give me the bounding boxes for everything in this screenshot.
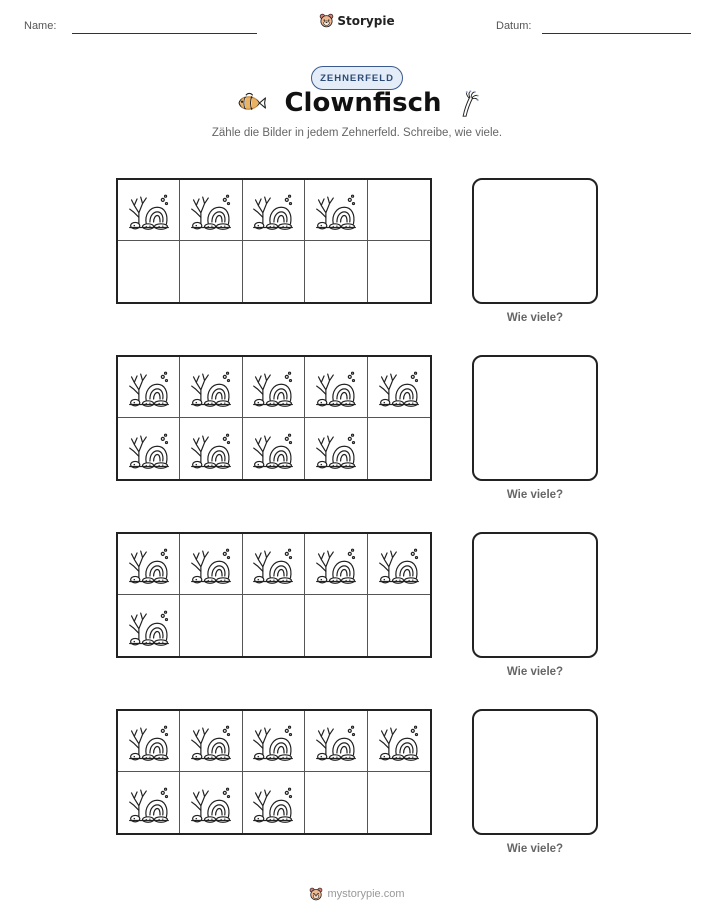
ten-frame-cell — [243, 357, 305, 418]
ten-frame-cell — [243, 418, 305, 479]
coral-icon — [250, 187, 296, 233]
ten-frame-cell — [243, 772, 305, 833]
coral-icon — [126, 780, 172, 826]
ten-frame-cell — [305, 711, 367, 772]
coral-icon — [126, 364, 172, 410]
bear-logo-icon — [319, 13, 334, 28]
ten-frame-cell — [180, 711, 242, 772]
name-label: Name: — [24, 20, 57, 32]
coral-icon — [188, 187, 234, 233]
ten-frame-cell — [368, 241, 430, 302]
answer-label: Wie viele? — [506, 489, 564, 501]
ten-frame-cell — [305, 241, 367, 302]
ten-frame-cell — [180, 418, 242, 479]
ten-frame-cell — [305, 418, 367, 479]
ten-frame-cell — [118, 418, 180, 479]
ten-frame-cell — [243, 180, 305, 241]
coral-icon — [250, 718, 296, 764]
ten-frame-cell — [180, 241, 242, 302]
title-row — [0, 88, 714, 118]
footer-url: mystorypie.com — [327, 888, 405, 900]
date-label: Datum: — [496, 20, 532, 32]
ten-frame-cell — [118, 357, 180, 418]
coral-icon — [188, 364, 234, 410]
ten-frame-cell — [243, 241, 305, 302]
coral-icon — [313, 426, 359, 472]
coral-icon — [250, 426, 296, 472]
ten-frame-cell — [118, 595, 180, 656]
coral-icon — [313, 364, 359, 410]
worksheet-type-badge: ZEHNERFELD — [311, 66, 403, 90]
coral-icon — [188, 426, 234, 472]
answer-label: Wie viele? — [506, 843, 564, 855]
ten-frame-cell — [305, 772, 367, 833]
footer — [0, 887, 714, 901]
coral-icon — [313, 541, 359, 587]
answer-box[interactable] — [472, 532, 598, 658]
answer-box[interactable] — [472, 709, 598, 835]
ten-frame — [116, 709, 432, 835]
coral-icon — [376, 718, 422, 764]
ten-frame-cell — [118, 180, 180, 241]
answer-label: Wie viele? — [506, 312, 564, 324]
ten-frame — [116, 178, 432, 304]
coral-icon — [126, 603, 172, 649]
coral-icon — [250, 780, 296, 826]
date-input-line[interactable] — [542, 33, 691, 34]
coral-icon — [188, 541, 234, 587]
bear-logo-icon — [309, 887, 323, 901]
coral-icon — [126, 426, 172, 472]
coral-icon — [126, 187, 172, 233]
ten-frame-cell — [305, 595, 367, 656]
ten-frame-cell — [118, 534, 180, 595]
ten-frame-cell — [180, 534, 242, 595]
ten-frame-cell — [368, 772, 430, 833]
coral-icon — [250, 541, 296, 587]
coral-icon — [188, 780, 234, 826]
coral-icon — [313, 187, 359, 233]
sea-anemone-icon — [458, 88, 480, 118]
coral-icon — [126, 541, 172, 587]
clownfish-icon — [234, 91, 268, 115]
ten-frame-cell — [305, 534, 367, 595]
ten-frame-cell — [243, 595, 305, 656]
coral-icon — [250, 364, 296, 410]
ten-frame — [116, 355, 432, 481]
ten-frame-cell — [305, 180, 367, 241]
coral-icon — [126, 718, 172, 764]
ten-frame-cell — [368, 534, 430, 595]
instructions: Zähle die Bilder in jedem Zehnerfeld. Schreibe, wie viele. — [211, 127, 503, 139]
ten-frame-cell — [368, 180, 430, 241]
ten-frame-cell — [118, 241, 180, 302]
ten-frame-cell — [368, 711, 430, 772]
answer-box[interactable] — [472, 355, 598, 481]
ten-frame-cell — [368, 418, 430, 479]
ten-frame-cell — [180, 772, 242, 833]
ten-frame-cell — [243, 534, 305, 595]
ten-frame-cell — [180, 357, 242, 418]
ten-frame-cell — [180, 595, 242, 656]
ten-frame-cell — [368, 357, 430, 418]
coral-icon — [188, 718, 234, 764]
ten-frame-cell — [180, 180, 242, 241]
ten-frame-cell — [118, 711, 180, 772]
page-title: Clownfisch — [284, 88, 442, 118]
ten-frame-cell — [305, 357, 367, 418]
ten-frame — [116, 532, 432, 658]
ten-frame-cell — [118, 772, 180, 833]
coral-icon — [376, 364, 422, 410]
name-input-line[interactable] — [72, 33, 257, 34]
brand-name: Storypie — [337, 13, 395, 28]
answer-label: Wie viele? — [506, 666, 564, 678]
ten-frame-cell — [368, 595, 430, 656]
brand — [0, 13, 714, 28]
answer-box[interactable] — [472, 178, 598, 304]
coral-icon — [376, 541, 422, 587]
coral-icon — [313, 718, 359, 764]
ten-frame-cell — [243, 711, 305, 772]
